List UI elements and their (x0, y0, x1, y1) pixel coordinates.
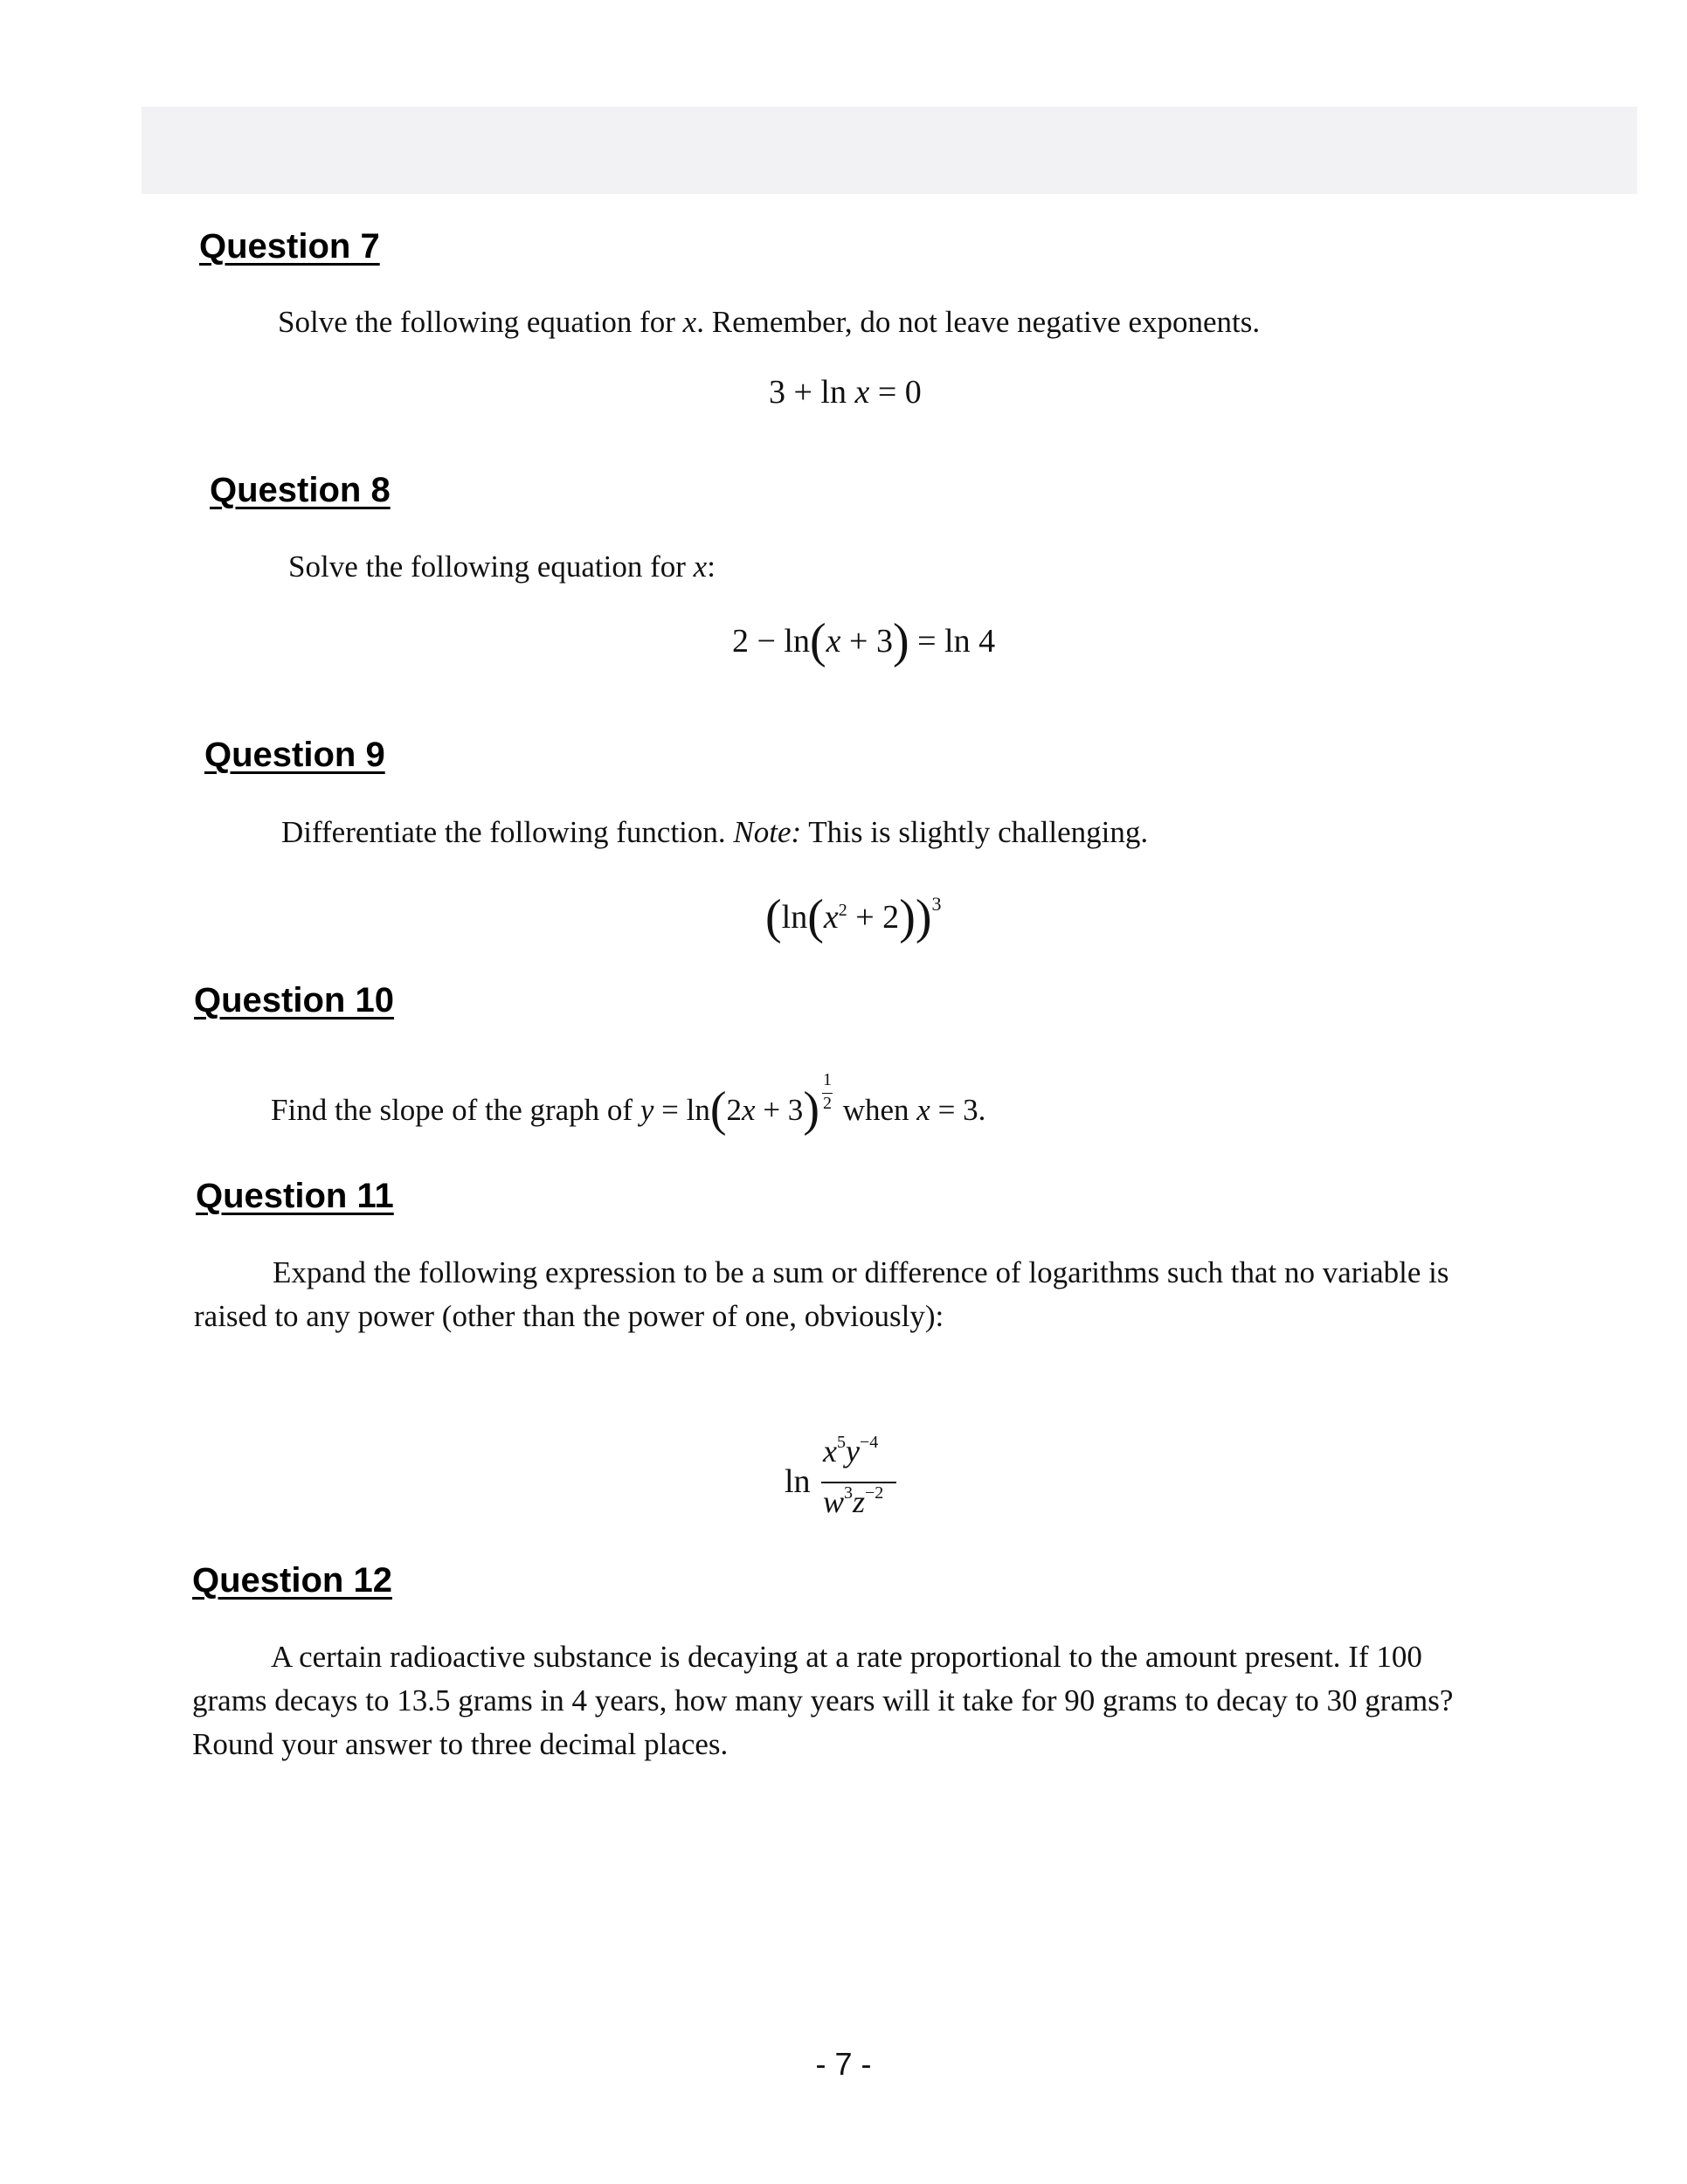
question-8-equation: 2 − ln(x + 3) = ln 4 (732, 614, 996, 668)
question-8-heading: Question 8 (210, 471, 391, 509)
question-10-equation: y = ln(2x + 3) $\frac{1}{2}$ (640, 1070, 832, 1137)
question-7-prompt: Solve the following equation for x. Remember, do not leave negative exponents. (278, 305, 1261, 339)
question-9-prompt: Differentiate the following function. Note: This is slightly challenging. (281, 815, 1149, 849)
page-number: - 7 - (815, 2046, 872, 2082)
question-7-heading: Question 7 (199, 227, 380, 266)
question-8-prompt: Solve the following equation for x: (288, 549, 716, 584)
question-9-equation: $(\ln(x^2 + 2))^3$ (765, 890, 942, 944)
question-9-heading: Question 9 (204, 736, 385, 774)
question-12-prompt: A certain radioactive substance is decaying at a rate proportional to the amount present. If 100 grams decays to 13.5 grams in 4 years, how many years will it take for 90 grams to decay to 30 grams? Round your answer to three decimal places. (192, 1640, 1454, 1761)
question-12-heading: Question 12 (192, 1561, 392, 1600)
question-7-equation: 3 + ln x = 0 (769, 374, 922, 411)
question-11-heading: Question 11 (196, 1177, 394, 1215)
question-11-prompt: Expand the following expression to be a sum or difference of logarithms such that no variable is raised to any power (other than the power of one, obviously): (194, 1255, 1449, 1333)
question-10-prompt: Find the slope of the graph of y = ln(2x + 3) $\frac{1}{2}$ when x = 3. (271, 1070, 986, 1137)
question-10-heading: Question 10 (194, 981, 394, 1019)
question-11-equation: ln $x^5y^{-4}$ $w^3z^{-2}$ (785, 1433, 907, 1529)
header-band (142, 107, 1637, 194)
